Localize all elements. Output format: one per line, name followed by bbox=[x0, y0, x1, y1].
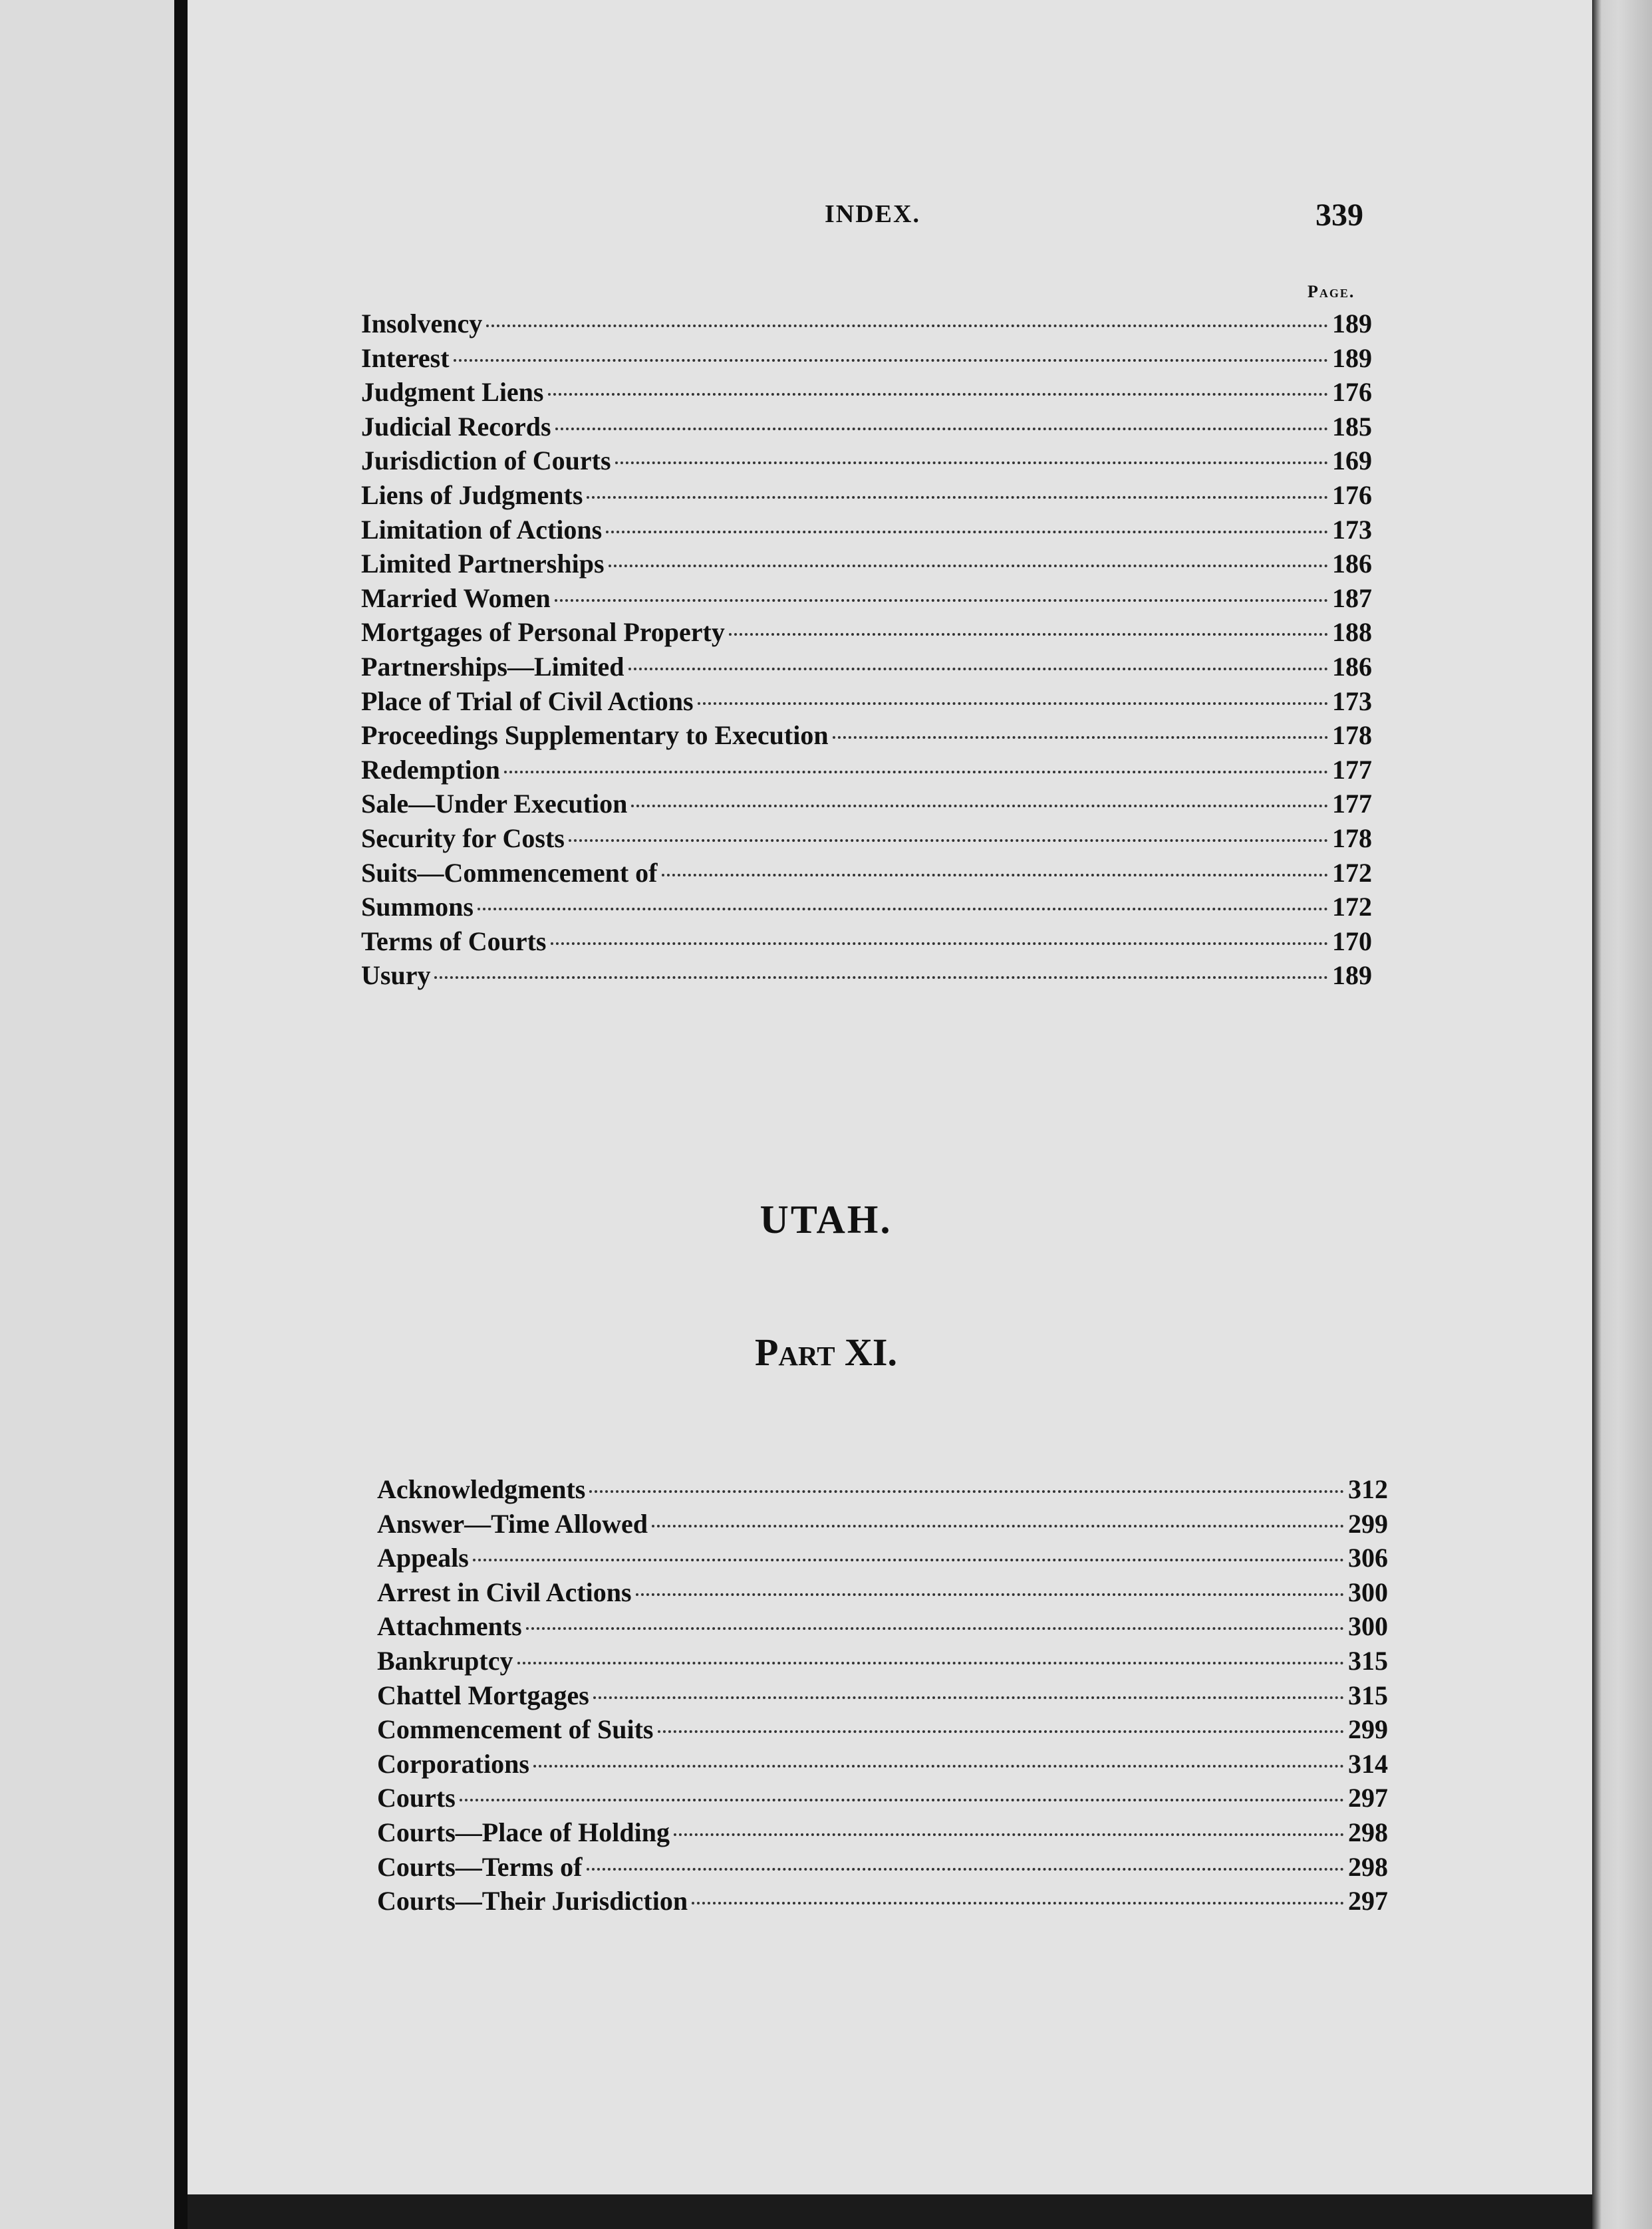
index-entry-page: 187 bbox=[1332, 583, 1372, 613]
dot-leader bbox=[533, 1765, 1344, 1768]
index-entry-term: Summons bbox=[361, 892, 474, 922]
index-entry-term: Acknowledgments bbox=[377, 1474, 586, 1504]
index-entry-term: Security for Costs bbox=[361, 823, 565, 853]
index-entry-page: 189 bbox=[1332, 342, 1372, 373]
index-entry-page: 172 bbox=[1332, 857, 1372, 888]
index-entry-term: Arrest in Civil Actions bbox=[377, 1577, 632, 1607]
dot-leader bbox=[434, 976, 1328, 979]
dot-leader bbox=[589, 1490, 1344, 1493]
index-entry-term: Mortgages of Personal Property bbox=[361, 617, 725, 648]
dot-leader bbox=[551, 942, 1329, 945]
dot-leader bbox=[606, 531, 1328, 533]
dot-leader bbox=[587, 496, 1328, 499]
page-column-label: Page. bbox=[1308, 282, 1355, 301]
index-entry-term: Proceedings Supplementary to Execution bbox=[361, 720, 829, 751]
index-entry-page: 169 bbox=[1332, 446, 1372, 476]
dot-leader bbox=[636, 1593, 1344, 1596]
index-entry-term: Courts—Their Jurisdiction bbox=[377, 1886, 688, 1916]
index-entry bbox=[361, 308, 1372, 342]
index-entry-term: Chattel Mortgages bbox=[377, 1680, 589, 1710]
index-entry bbox=[361, 411, 1372, 446]
dot-leader bbox=[674, 1833, 1344, 1836]
index-entry-term: Liens of Judgments bbox=[361, 479, 583, 510]
index-entry bbox=[377, 1611, 1388, 1645]
index-entry bbox=[361, 376, 1372, 411]
index-entry-term: Answer—Time Allowed bbox=[377, 1508, 648, 1539]
index-entry bbox=[361, 583, 1372, 617]
index-entry-term: Appeals bbox=[377, 1543, 469, 1573]
index-entry-term: Married Women bbox=[361, 583, 551, 613]
index-entry-page: 176 bbox=[1332, 479, 1372, 510]
index-entry bbox=[377, 1817, 1388, 1851]
dot-leader bbox=[615, 461, 1328, 464]
dot-leader bbox=[548, 393, 1329, 396]
dot-leader bbox=[658, 1730, 1345, 1733]
index-entry-page: 170 bbox=[1332, 926, 1372, 956]
page-edge-shadow bbox=[1592, 0, 1652, 2229]
index-entry bbox=[377, 1508, 1388, 1543]
index-entry bbox=[361, 342, 1372, 377]
dot-leader bbox=[473, 1559, 1344, 1561]
dot-leader bbox=[698, 702, 1328, 705]
index-entry-term: Corporations bbox=[377, 1748, 529, 1779]
running-head: INDEX. bbox=[825, 200, 920, 228]
index-entry-term: Suits—Commencement of bbox=[361, 857, 658, 888]
index-entry bbox=[361, 823, 1372, 857]
dot-leader bbox=[628, 668, 1328, 670]
index-entry-term: Courts—Place of Holding bbox=[377, 1817, 670, 1847]
index-entry bbox=[361, 720, 1372, 754]
index-list-section-1 bbox=[361, 308, 1372, 994]
index-entry-term: Limitation of Actions bbox=[361, 514, 603, 545]
index-entry bbox=[361, 960, 1372, 994]
index-entry bbox=[361, 514, 1372, 549]
index-entry-page: 315 bbox=[1348, 1680, 1388, 1710]
index-entry bbox=[361, 926, 1372, 960]
facing-page-edge bbox=[0, 0, 174, 2229]
index-entry-page: 176 bbox=[1332, 377, 1372, 408]
index-entry-term: Judicial Records bbox=[361, 411, 551, 442]
index-entry-page: 299 bbox=[1348, 1508, 1388, 1539]
index-entry-page: 172 bbox=[1332, 892, 1372, 922]
index-entry bbox=[377, 1542, 1388, 1577]
index-entry bbox=[361, 857, 1372, 892]
dot-leader bbox=[587, 1868, 1345, 1871]
index-entry bbox=[377, 1748, 1388, 1783]
index-entry-term: Commencement of Suits bbox=[377, 1714, 654, 1745]
dot-leader bbox=[631, 805, 1328, 807]
index-entry bbox=[377, 1885, 1388, 1920]
dot-leader bbox=[555, 428, 1328, 430]
index-entry bbox=[377, 1474, 1388, 1508]
dot-leader bbox=[593, 1696, 1344, 1699]
index-entry-term: Jurisdiction of Courts bbox=[361, 446, 611, 476]
index-entry bbox=[377, 1680, 1388, 1714]
index-entry bbox=[377, 1577, 1388, 1611]
index-entry-page: 188 bbox=[1332, 617, 1372, 648]
index-entry-page: 312 bbox=[1348, 1474, 1388, 1504]
index-entry bbox=[361, 754, 1372, 789]
index-entry-page: 297 bbox=[1348, 1886, 1388, 1916]
dot-leader bbox=[609, 565, 1328, 567]
index-entry-term: Courts—Terms of bbox=[377, 1851, 583, 1882]
index-entry bbox=[361, 891, 1372, 926]
index-entry-page: 315 bbox=[1348, 1645, 1388, 1676]
index-entry bbox=[377, 1714, 1388, 1748]
index-entry-term: Attachments bbox=[377, 1611, 522, 1642]
index-entry-term: Place of Trial of Civil Actions bbox=[361, 686, 694, 716]
index-entry bbox=[361, 445, 1372, 479]
dot-leader bbox=[454, 359, 1328, 362]
index-entry-page: 297 bbox=[1348, 1783, 1388, 1813]
index-entry-term: Courts bbox=[377, 1783, 456, 1813]
index-entry-term: Partnerships—Limited bbox=[361, 651, 624, 682]
index-entry-page: 314 bbox=[1348, 1748, 1388, 1779]
index-entry bbox=[377, 1645, 1388, 1680]
index-entry bbox=[361, 479, 1372, 514]
index-entry-page: 189 bbox=[1332, 960, 1372, 991]
page-number: 339 bbox=[1315, 197, 1363, 233]
dot-leader bbox=[569, 839, 1328, 842]
dot-leader bbox=[833, 736, 1328, 739]
index-entry bbox=[361, 788, 1372, 823]
index-entry-term: Usury bbox=[361, 960, 431, 991]
dot-leader bbox=[517, 1662, 1345, 1664]
index-entry-term: Limited Partnerships bbox=[361, 549, 605, 579]
index-entry-term: Terms of Courts bbox=[361, 926, 547, 956]
index-entry bbox=[361, 686, 1372, 720]
index-entry-page: 177 bbox=[1332, 754, 1372, 785]
index-entry-page: 186 bbox=[1332, 651, 1372, 682]
dot-leader bbox=[486, 325, 1328, 327]
index-entry-page: 306 bbox=[1348, 1543, 1388, 1573]
index-list-section-2 bbox=[377, 1474, 1388, 1920]
index-entry-page: 177 bbox=[1332, 789, 1372, 819]
dot-leader bbox=[652, 1525, 1344, 1527]
part-heading: Part XI. bbox=[754, 1331, 897, 1374]
index-entry-term: Judgment Liens bbox=[361, 377, 544, 408]
dot-leader bbox=[662, 874, 1329, 876]
index-entry-page: 186 bbox=[1332, 549, 1372, 579]
index-entry-term: Insolvency bbox=[361, 309, 483, 338]
dot-leader bbox=[504, 771, 1328, 773]
index-entry bbox=[361, 616, 1372, 651]
index-entry-page: 300 bbox=[1348, 1611, 1388, 1642]
dot-leader bbox=[692, 1902, 1344, 1904]
index-entry-page: 173 bbox=[1332, 514, 1372, 545]
index-entry-page: 173 bbox=[1332, 686, 1372, 716]
index-entry-page: 178 bbox=[1332, 720, 1372, 751]
dot-leader bbox=[729, 633, 1328, 636]
dot-leader bbox=[526, 1627, 1344, 1630]
index-entry-page: 189 bbox=[1332, 309, 1372, 338]
index-entry bbox=[377, 1782, 1388, 1817]
index-entry-term: Redemption bbox=[361, 754, 500, 785]
state-heading: UTAH. bbox=[759, 1198, 893, 1242]
index-entry-term: Sale—Under Execution bbox=[361, 789, 628, 819]
dot-leader bbox=[555, 599, 1328, 602]
book-gutter bbox=[174, 0, 188, 2229]
dot-leader bbox=[478, 908, 1328, 910]
index-entry-page: 299 bbox=[1348, 1714, 1388, 1745]
index-entry bbox=[361, 651, 1372, 686]
index-entry bbox=[361, 548, 1372, 583]
index-entry-term: Bankruptcy bbox=[377, 1645, 513, 1676]
index-entry-term: Interest bbox=[361, 342, 450, 373]
scan-bottom-border bbox=[188, 2194, 1592, 2229]
index-entry bbox=[377, 1851, 1388, 1886]
index-entry-page: 300 bbox=[1348, 1577, 1388, 1607]
index-entry-page: 298 bbox=[1348, 1817, 1388, 1847]
index-entry-page: 298 bbox=[1348, 1851, 1388, 1882]
dot-leader bbox=[460, 1799, 1344, 1801]
index-entry-page: 185 bbox=[1332, 411, 1372, 442]
index-entry-page: 178 bbox=[1332, 823, 1372, 853]
